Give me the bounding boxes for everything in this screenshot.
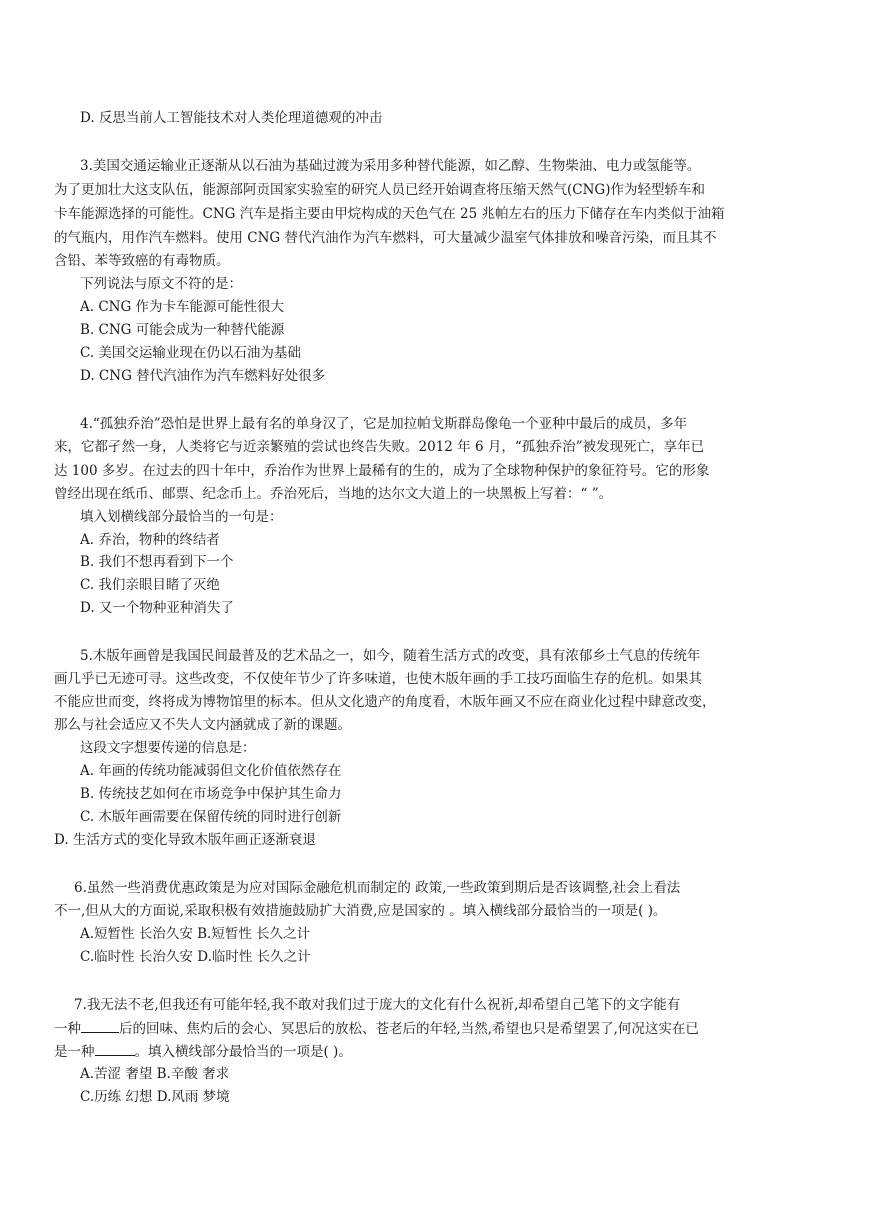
q7-blank-1 (81, 1018, 119, 1033)
q3-option-a: A. CNG 作为卡车能源可能性很大 (80, 299, 285, 315)
q4-option-d: D. 又一个物种亚种消失了 (80, 600, 234, 616)
q5-option-b: B. 传统技艺如何在市场竞争中保护其生命力 (80, 786, 342, 802)
q4-paragraph-line-2: 来，它都孑然一身，人类将它与近亲繁殖的尝试也终告失败。2012 年 6 月，“孤独乔治”被发现死亡，享年已 (54, 439, 705, 455)
q5-option-a: A. 年画的传统功能减弱但文化价值依然存在 (80, 763, 342, 779)
q3-option-d: D. CNG 替代汽油作为汽车燃料好处很多 (80, 368, 326, 384)
q7-paragraph-line-2 (54, 1018, 699, 1039)
q7-line-2-start: 一种 (54, 1021, 81, 1037)
q7-options-ab: A.苦涩 奢望 B.辛酸 奢求 (80, 1066, 230, 1082)
q3-option-c: C. 美国交运输业现在仍以石油为基础 (80, 345, 301, 361)
q4-paragraph-line-3: 达 100 多岁。在过去的四十年中，乔治作为世界上最稀有的生的，成为了全球物种保护的象征符号。它的形象 (54, 463, 710, 479)
q3-option-b: B. CNG 可能会成为一种替代能源 (80, 322, 285, 338)
q3-paragraph-line-1: 3.美国交通运输业正逐渐从以石油为基础过渡为采用多种替代能源，如乙醇、生物柴油、电力或氢能等。 (80, 158, 701, 174)
q6-paragraph-line-1: 6.虽然一些消费优惠政策是为应对国际金融危机而制定的 政策,一些政策到期后是否该调整,社会上看法 (74, 880, 681, 896)
q3-paragraph-line-2: 为了更加壮大这支队伍，能源部阿贡国家实验室的研究人员已经开始调查将压缩天然气(CNG)作为轻型轿车和 (54, 182, 705, 198)
q6-paragraph-line-2: 不一,但从大的方面说,采取积极有效措施鼓励扩大消费,应是国家的 。填入横线部分最恰当的一项是( )。 (54, 903, 667, 919)
q7-options-cd: C.历练 幻想 D.风雨 梦境 (80, 1089, 230, 1105)
q7-paragraph-line-3 (54, 1041, 352, 1062)
q4-paragraph-line-4: 曾经出现在纸币、邮票、纪念币上。乔治死后，当地的达尔文大道上的一块黑板上写着：“ ”。 (54, 486, 613, 502)
q4-option-a: A. 乔治，物种的终结者 (80, 532, 220, 548)
q3-question: 下列说法与原文不符的是： (80, 276, 242, 292)
q7-line-3-start: 是一种 (54, 1044, 95, 1060)
q5-option-d: D. 生活方式的变化导致木版年画正逐渐衰退 (54, 832, 316, 848)
q3-paragraph-line-4: 的气瓶内，用作汽车燃料。使用 CNG 替代汽油作为汽车燃料，可大量减少温室气体排放和噪音污染，而且其不 (54, 230, 717, 246)
q2-option-d: D. 反思当前人工智能技术对人类伦理道德观的冲击 (80, 110, 383, 126)
q5-paragraph-line-4: 那么与社会适应又不失人文内涵就成了新的课题。 (54, 717, 351, 733)
q7-paragraph-line-1: 7.我无法不老,但我还有可能年轻,我不敢对我们过于庞大的文化有什么祝祈,却希望自己笔下的文字能有 (74, 997, 681, 1013)
q5-paragraph-line-3: 不能应世而变，终将成为博物馆里的标本。但从文化遗产的角度看，木版年画又不应在商业化过程中肆意改变， (54, 694, 716, 710)
q4-question: 填入划横线部分最恰当的一句是： (80, 509, 283, 525)
q4-option-c: C. 我们亲眼目睹了灭绝 (80, 577, 220, 593)
q6-options-ab: A.短暂性 长治久安 B.短暂性 长久之计 (80, 926, 311, 942)
q3-paragraph-line-3: 卡车能源选择的可能性。CNG 汽车是指主要由甲烷构成的天色气在 25 兆帕左右的压力下储存在车内类似于油箱 (54, 206, 725, 222)
q5-paragraph-line-1: 5.木版年画曾是我国民间最普及的艺术品之一，如今，随着生活方式的改变，具有浓郁乡土气息的传统年 (80, 648, 701, 664)
q7-blank-2 (95, 1041, 135, 1056)
q5-question: 这段文字想要传递的信息是： (80, 740, 256, 756)
q3-paragraph-line-5: 含铅、苯等致癌的有毒物质。 (54, 253, 230, 269)
q5-paragraph-line-2: 画几乎已无迹可寻。这些改变，不仅使年节少了许多味道，也使木版年画的手工技巧面临生存的危机。如果其 (54, 671, 702, 687)
q6-options-cd: C.临时性 长治久安 D.临时性 长久之计 (80, 949, 311, 965)
q4-paragraph-line-1: 4.“孤独乔治”恐怕是世界上最有名的单身汉了，它是加拉帕戈斯群岛像龟一个亚种中最后的成员，多年 (80, 416, 688, 432)
q5-option-c: C. 木版年画需要在保留传统的同时进行创新 (80, 809, 342, 825)
q4-option-b: B. 我们不想再看到下一个 (80, 554, 234, 570)
q7-line-2-rest: 后的回味、焦灼后的会心、冥思后的放松、苍老后的年轻,当然,希望也只是希望罢了,何况这实在已 (119, 1021, 699, 1037)
q7-line-3-rest: 。填入横线部分最恰当的一项是( )。 (134, 1044, 352, 1060)
